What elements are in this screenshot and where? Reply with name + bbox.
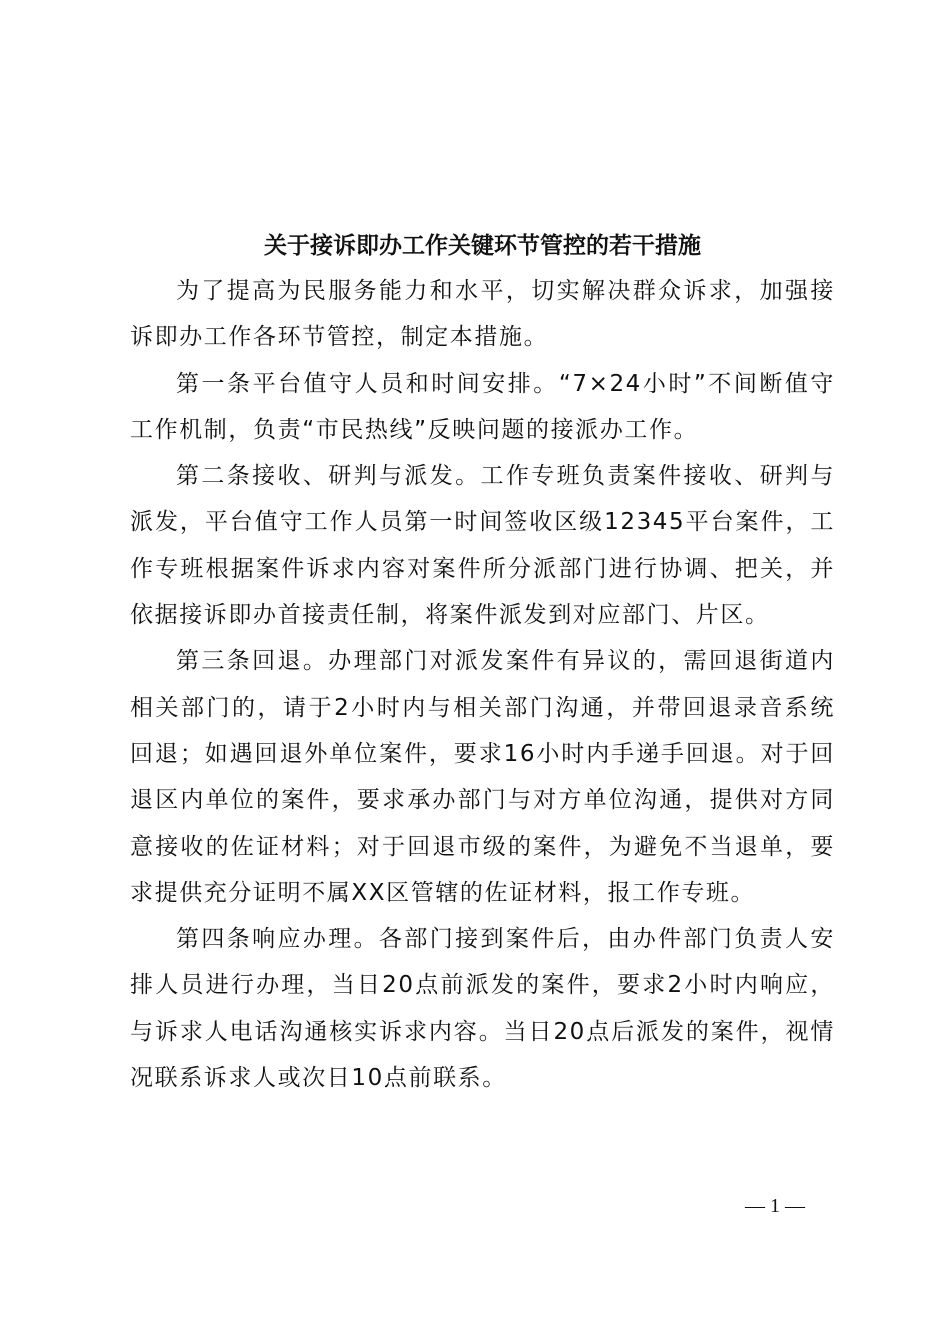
paragraph-article-2: 第二条接收、研判与派发。工作专班负责案件接收、研判与派发，平台值守工作人员第一时间签收区级12345平台案件，工作专班根据案件诉求内容对案件所分派部门进行协调、把关，并依据接诉即办首接责任制，将案件派发到对应部门、片区。 bbox=[130, 463, 835, 629]
paragraph-article-1: 第一条平台值守人员和时间安排。“7×24小时”不间断值守工作机制，负责“市民热线”反映问题的接派办工作。 bbox=[130, 370, 835, 443]
paragraph-article-4: 第四条响应办理。各部门接到案件后，由办件部门负责人安排人员进行办理，当日20点前派发的案件，要求2小时内响应，与诉求人电话沟通核实诉求内容。当日20点后派发的案件，视情况联系诉求人或次日10点前联系。 bbox=[130, 926, 835, 1092]
paragraph-article-3: 第三条回退。办理部门对派发案件有异议的，需回退街道内相关部门的，请于2小时内与相关部门沟通，并带回退录音系统回退；如遇回退外单位案件，要求16小时内手递手回退。对于回退区内单位的案件，要求承办部门与对方单位沟通，提供对方同意接收的佐证材料；对于回退市级的案件，为避免不当退单，要求提供充分证明不属XX区管辖的佐证材料，报工作专班。 bbox=[130, 648, 835, 906]
document-title: 关于接诉即办工作关键环节管控的若干措施 bbox=[264, 232, 701, 259]
page-number: — 1 — bbox=[745, 1195, 805, 1217]
paragraph-intro: 为了提高为民服务能力和水平，切实解决群众诉求，加强接诉即办工作各环节管控，制定本措施。 bbox=[130, 278, 835, 351]
document-body bbox=[130, 228, 835, 1101]
